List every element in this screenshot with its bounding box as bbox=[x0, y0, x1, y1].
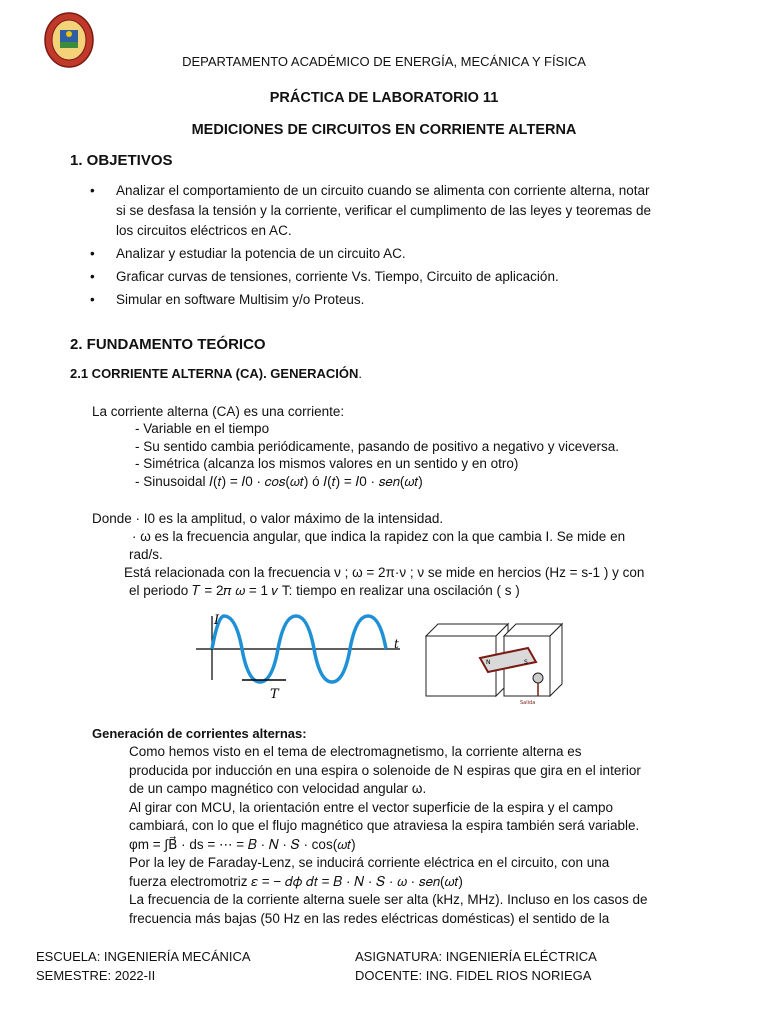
slip-ring bbox=[533, 673, 543, 683]
generation-heading: Generación de corrientes alternas: bbox=[92, 726, 307, 741]
donde-line: · ω es la frecuencia angular, que indica la rapidez con la que cambia I. Se mide en bbox=[132, 529, 626, 544]
y-axis-label: I bbox=[214, 613, 220, 628]
practice-title: PRÁCTICA DE LABORATORIO 11 bbox=[269, 90, 499, 106]
section-theory-heading: 2. FUNDAMENTO TEÓRICO bbox=[70, 336, 266, 353]
ca-intro: La corriente alterna (CA) es una corriente: bbox=[92, 404, 345, 419]
period-label: T bbox=[270, 687, 279, 702]
donde-line: Está relacionada con la frecuencia ν ; ω = 2π·ν ; ν se mide en hercios (Hz = s-1 ) y con bbox=[124, 565, 645, 580]
property-item: - Sinusoidal 𝐼(𝑡) = 𝐼0 · 𝑐𝑜𝑠(𝜔𝑡) ó 𝐼(𝑡) = 𝐼0 · 𝑠𝑒𝑛(𝜔𝑡) bbox=[135, 473, 423, 489]
footer-school: ESCUELA: INGENIERÍA MECÁNICA bbox=[36, 949, 251, 964]
magnet-south-label: S bbox=[524, 659, 528, 666]
generator-diagram bbox=[420, 620, 570, 712]
footer-right bbox=[355, 947, 597, 985]
footer-semester: SEMESTRE: 2022-II bbox=[36, 968, 156, 983]
footer-left bbox=[36, 947, 251, 985]
x-axis-label: t bbox=[394, 637, 399, 651]
property-item: - Variable en el tiempo bbox=[135, 421, 270, 436]
subsection-heading: 2.1 CORRIENTE ALTERNA (CA). GENERACIÓN. bbox=[70, 366, 363, 381]
output-label: Salida bbox=[520, 700, 536, 706]
footer-teacher: DOCENTE: ING. FIDEL RIOS NORIEGA bbox=[355, 968, 592, 983]
property-item: - Simétrica (alcanza los mismos valores en un sentido y en otro) bbox=[135, 456, 519, 471]
objective-item: • Analizar el comportamiento de un circuito cuando se alimenta con corriente alterna, notar si se desfasa la tensión y la corriente, verificar el cumplimento de las leyes y teoremas de los circuitos eléctricos en AC. bbox=[90, 181, 690, 241]
objective-item: • Analizar y estudiar la potencia de un circuito AC. bbox=[90, 244, 690, 264]
generation-paragraph: Como hemos visto en el tema de electromagnetismo, la corriente alterna es producida por inducción en una espira o solenoide de N espiras que gira en el interior de un campo magnético con velocidad angular ω. Al girar con MCU, la orientación entre el vector superficie de la espira y el campo cambiará, con lo que el flujo magnético que atraviesa la espira también será variable. φm = ∫B⃗ · ds = ⋯ = 𝐵 · 𝑁 · 𝑆 · cos(𝜔𝑡) Por la ley de Faraday-Lenz, se inducirá corriente eléctrica en el circuito, con una fuerza electromotriz 𝜀 = − 𝑑𝜙 𝑑𝑡 = 𝐵 · 𝑁 · 𝑆 · 𝜔 · 𝑠𝑒𝑛(𝜔𝑡) La frecuencia de la corriente alterna suele ser alta (kHz, MHz). Incluso en los casos de frecuencia más bajas (50 Hz en las redes eléctricas domésticas) el sentido de la bbox=[129, 744, 648, 926]
magnet-north-label: N bbox=[486, 659, 491, 666]
section-objectives-heading: 1. OBJETIVOS bbox=[70, 152, 173, 169]
subject-title: MEDICIONES DE CIRCUITOS EN CORRIENTE ALTERNA bbox=[191, 122, 577, 138]
donde-line: rad/s. bbox=[129, 547, 163, 562]
objectives-list bbox=[90, 181, 690, 313]
ca-properties bbox=[135, 420, 619, 490]
objective-item: • Simular en software Multisim y/o Proteus. bbox=[90, 290, 690, 310]
department-title: DEPARTAMENTO ACADÉMICO DE ENERGÍA, MECÁNICA Y FÍSICA bbox=[182, 54, 586, 69]
donde-line: el periodo 𝑇 = 2𝜋 𝜔 = 1 𝜈 T: tiempo en realizar una oscilación ( s ) bbox=[129, 583, 520, 598]
footer-course: ASIGNATURA: INGENIERÍA ELÉCTRICA bbox=[355, 949, 597, 964]
sine-wave-figure bbox=[194, 610, 408, 706]
objective-item: • Graficar curvas de tensiones, corriente Vs. Tiempo, Circuito de aplicación. bbox=[90, 267, 690, 287]
property-item: - Su sentido cambia periódicamente, pasando de positivo a negativo y viceversa. bbox=[135, 438, 620, 454]
donde-line: Donde · I0 es la amplitud, o valor máximo de la intensidad. bbox=[92, 511, 444, 526]
